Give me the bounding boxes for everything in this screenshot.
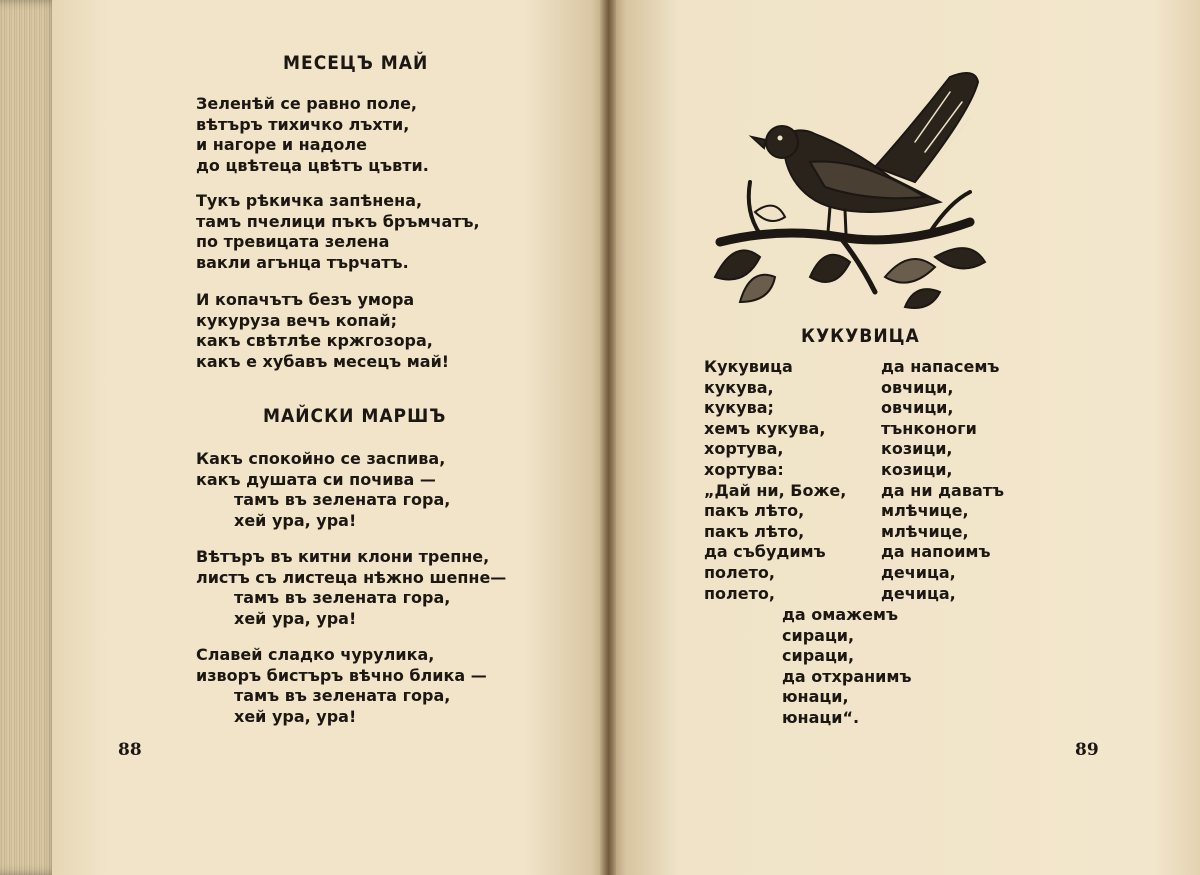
- verse-line: овчици,: [881, 398, 954, 418]
- verse-line: и нагоре и надоле: [196, 135, 367, 155]
- verse-line: тамъ пчелици пъкъ бръмчатъ,: [196, 211, 480, 231]
- verse-line: да ни даватъ: [881, 480, 1005, 500]
- verse-line: листъ съ листеца нѣжно шепне—: [196, 567, 507, 587]
- verse-line: Кукувица: [704, 357, 793, 376]
- verse-line: вакли агънца търчатъ.: [196, 252, 409, 272]
- verse-line: вѣтъръ тихичко лъхти,: [196, 114, 410, 134]
- page-number: 89: [1075, 740, 1099, 760]
- verse-line: да омажемъ: [782, 605, 899, 624]
- verse-line: какъ свѣтлѣе кржгозора,: [196, 331, 433, 351]
- verse-line: кукува;: [704, 398, 774, 418]
- verse-line: да напоимъ: [881, 542, 991, 562]
- stanza: [196, 94, 429, 176]
- verse-line: пакъ лѣто,: [704, 501, 805, 521]
- verse-line: хортува,: [704, 439, 784, 459]
- stanza: [196, 449, 450, 531]
- verse-line: сираци,: [782, 646, 855, 666]
- stanza: [196, 191, 480, 273]
- book-gutter: [600, 0, 616, 875]
- verse-line: козици,: [881, 459, 953, 479]
- verse-line: хей ура, ура!: [234, 510, 357, 530]
- verse-line: Славей сладко чурулика,: [196, 645, 435, 664]
- stanza: [196, 547, 506, 629]
- verse-line: Вѣтъръ въ китни клони трепне,: [196, 547, 490, 566]
- verse-line: какъ е хубавъ месецъ май!: [196, 351, 450, 371]
- verse-line: до цвѣтеца цвѣтъ цъвти.: [196, 155, 429, 175]
- verse-line: тамъ въ зелената гора,: [234, 686, 451, 706]
- verse-line: юнаци“.: [782, 707, 860, 727]
- stanza-final: [782, 605, 912, 729]
- verse-line: Тукъ рѣкичка запѣнена,: [196, 191, 423, 210]
- verse-line: дечица,: [881, 562, 956, 582]
- verse-line: Зеленѣй се равно поле,: [196, 94, 417, 113]
- verse-line: дечица,: [881, 583, 956, 603]
- verse-line: какъ душата си почива —: [196, 469, 436, 489]
- verse-line: кукуруза вечъ копай;: [196, 310, 397, 330]
- verse-line: млѣчице,: [881, 521, 969, 541]
- verse-line: тамъ въ зелената гора,: [234, 588, 451, 608]
- page-edges: [0, 0, 60, 875]
- verse-line: пакъ лѣто,: [704, 521, 805, 541]
- verse-line: млѣчице,: [881, 501, 969, 521]
- verse-line: хей ура, ура!: [234, 706, 357, 726]
- verse-line: овчици,: [881, 377, 954, 397]
- verse-line: И копачътъ безъ умора: [196, 290, 415, 309]
- stanza: [196, 645, 487, 727]
- verse-line: козици,: [881, 439, 953, 459]
- verse-line: юнаци,: [782, 687, 849, 707]
- verse-line: сираци,: [782, 625, 855, 645]
- verse-line: „Дай ни, Боже,: [704, 480, 847, 500]
- verse-line: тънконоги: [881, 418, 977, 438]
- verse-line: по тревицата зелена: [196, 232, 390, 252]
- verse-line: хей ура, ура!: [234, 608, 357, 628]
- stanza-column-1: [704, 357, 846, 604]
- cuckoo-illustration: [700, 62, 1000, 312]
- verse-line: кукува,: [704, 377, 774, 397]
- verse-line: хемъ кукува,: [704, 418, 826, 438]
- stanza: [196, 290, 449, 372]
- verse-line: полето,: [704, 562, 775, 582]
- verse-line: да отхранимъ: [782, 666, 912, 686]
- verse-line: да събудимъ: [704, 542, 826, 562]
- stanza-column-2: [881, 357, 1004, 604]
- verse-line: тамъ въ зелената гора,: [234, 490, 451, 510]
- verse-line: да напасемъ: [881, 357, 1000, 376]
- poem-title: КУКУВИЦА: [801, 325, 920, 347]
- verse-line: изворъ бистъръ вѣчно блика —: [196, 665, 487, 685]
- poem-title: МАЙСКИ МАРШЪ: [263, 405, 447, 427]
- verse-line: полето,: [704, 583, 775, 603]
- poem-title: МЕСЕЦЪ МАЙ: [283, 52, 429, 74]
- page-number: 88: [118, 740, 142, 760]
- verse-line: Какъ спокойно се заспива,: [196, 449, 446, 468]
- verse-line: хортува:: [704, 459, 784, 479]
